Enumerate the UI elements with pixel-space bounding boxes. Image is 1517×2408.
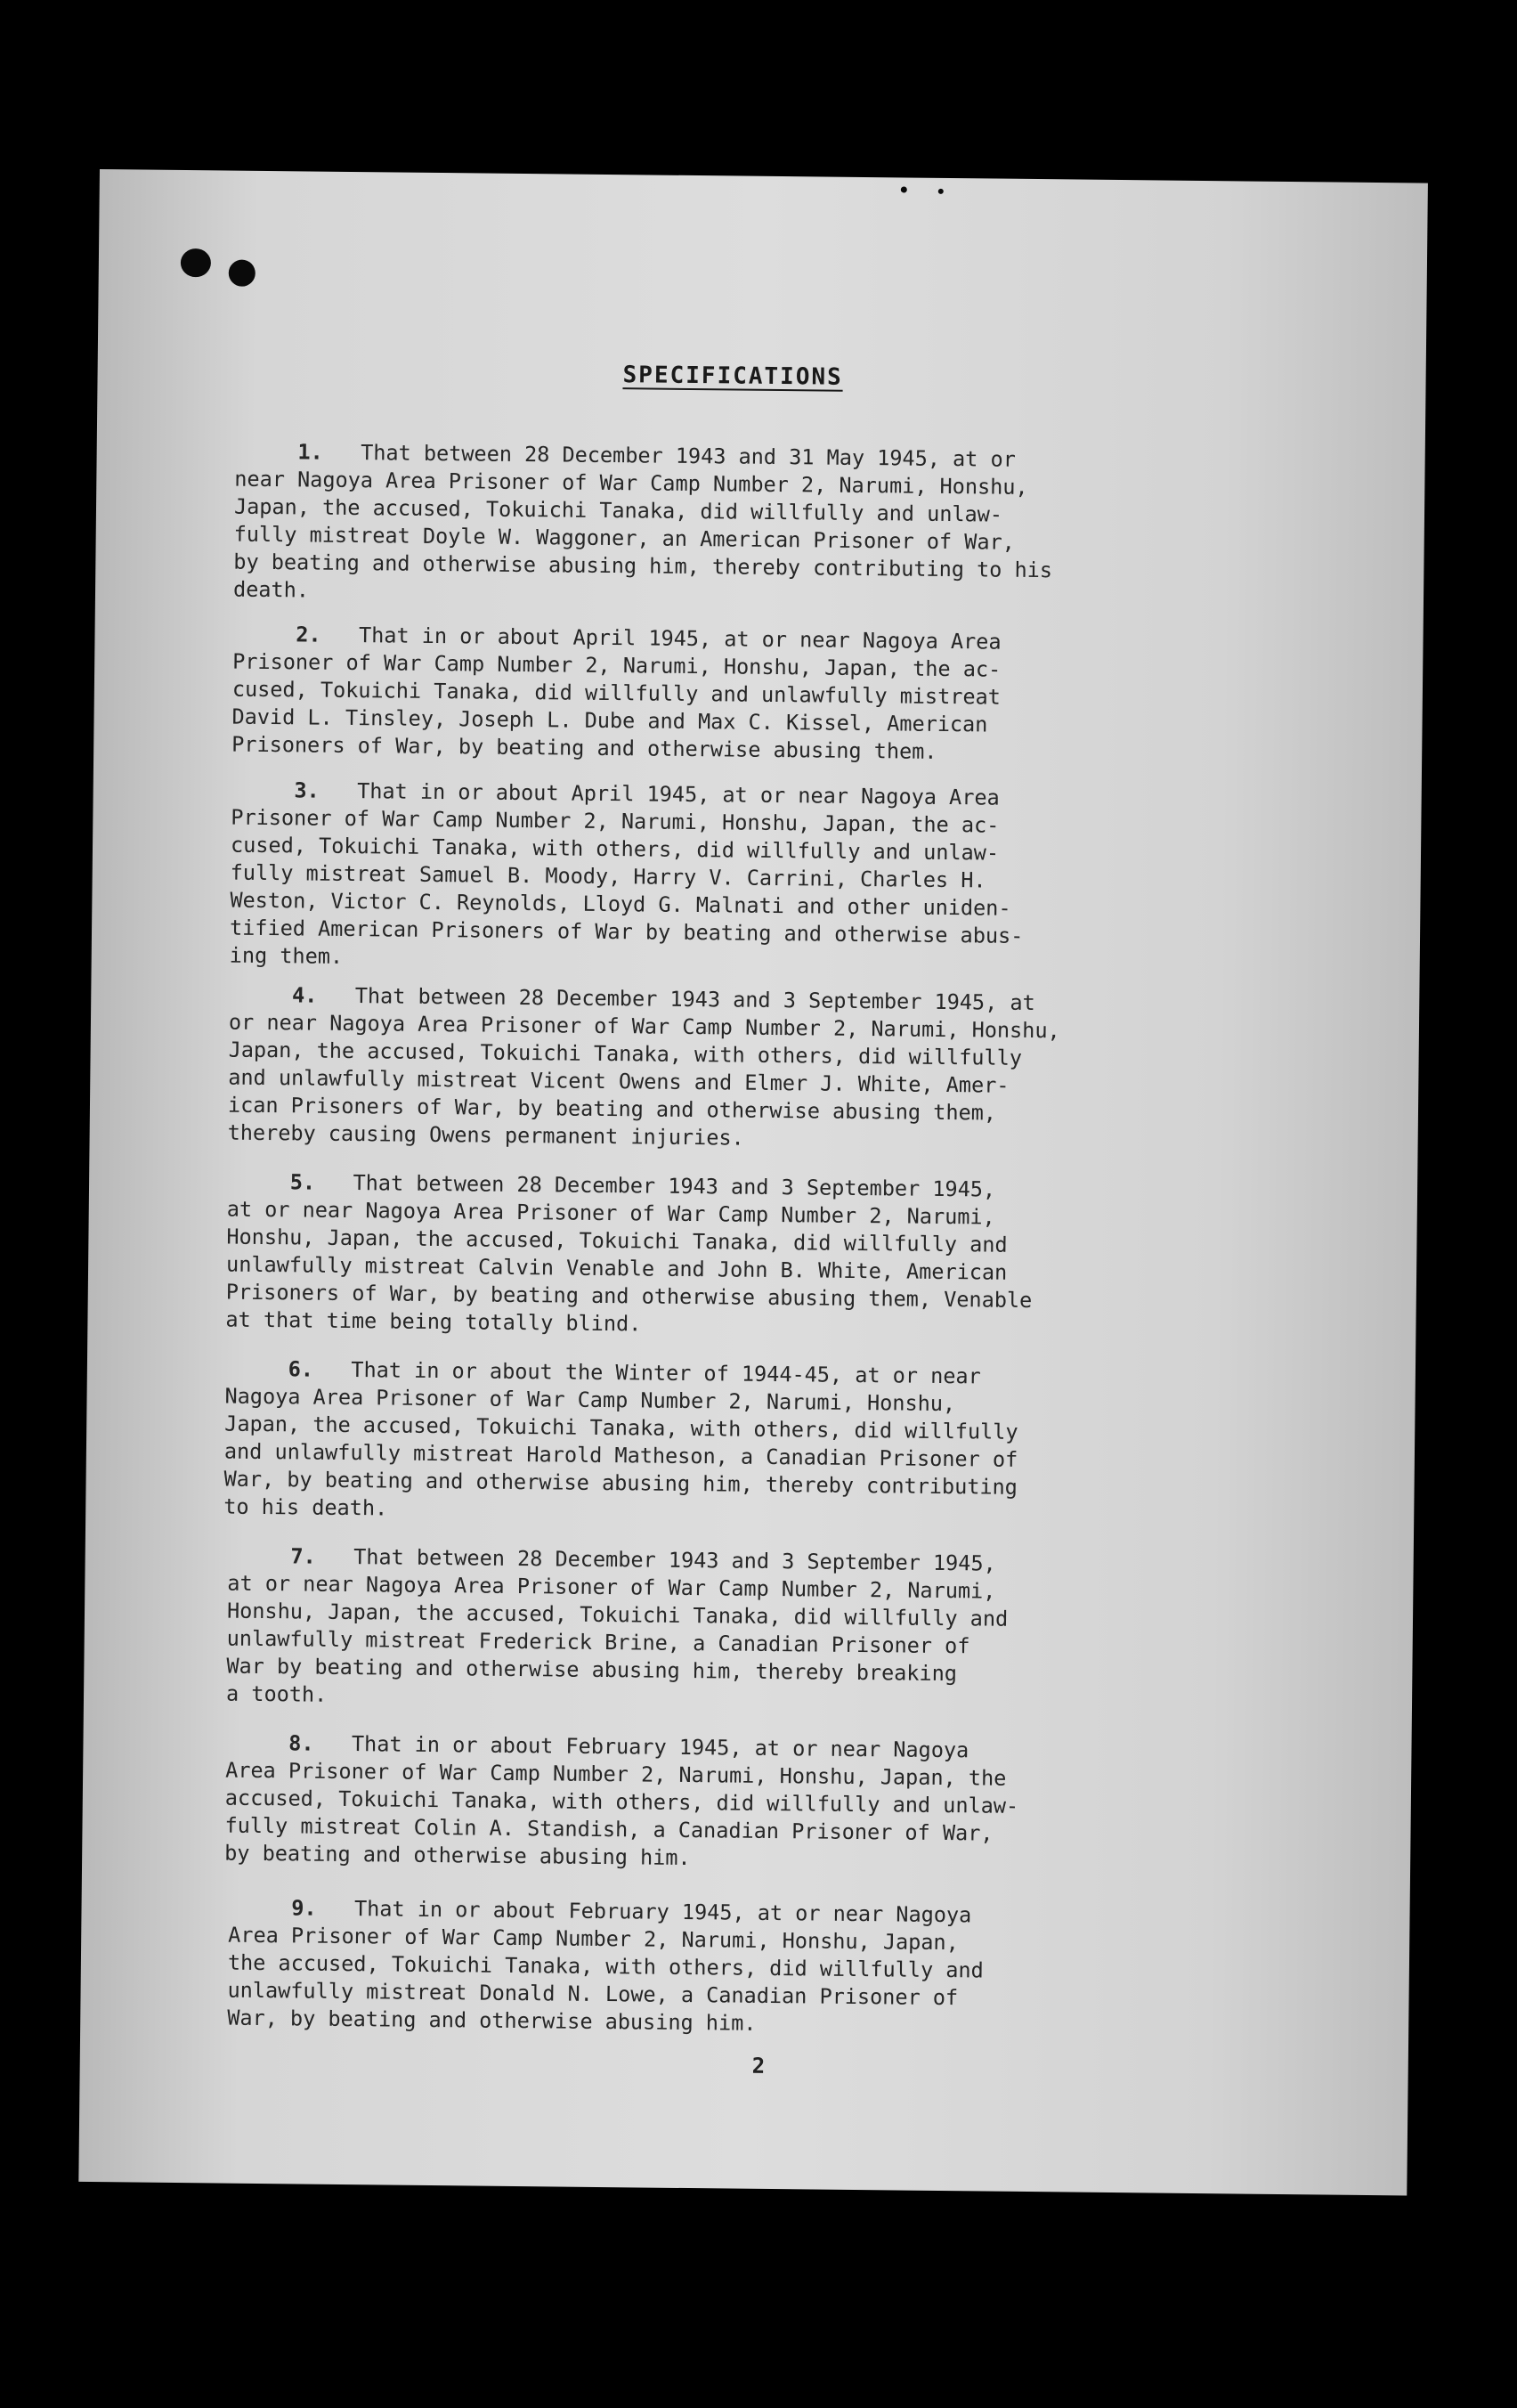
- specification-line: Japan, the accused, Tokuichi Tanaka, did willfully and unlaw-: [233, 493, 1003, 527]
- specification-paragraph: [225, 1168, 1313, 1346]
- specification-line: Prisoners of War, by beating and otherwise abusing them.: [231, 731, 937, 764]
- specification-line: the accused, Tokuichi Tanaka, with others, did willfully and: [227, 1949, 984, 1983]
- indent: [228, 1543, 291, 1569]
- specification-text: That in or about February 1945, at or near Nagoya: [316, 1895, 972, 1928]
- indent: [225, 1356, 288, 1382]
- specification-paragraph: [226, 1542, 1314, 1720]
- specification-line: War by beating and otherwise abusing him, thereby breaking: [226, 1653, 958, 1687]
- specification-line: tified American Prisoners of War by beating and otherwise abus-: [229, 915, 1024, 948]
- specification-line: ican Prisoners of War, by beating and otherwise abusing them,: [227, 1092, 997, 1126]
- specification-line: and unlawfully mistreat Vicent Owens and Elmer J. White, Amer-: [228, 1064, 1010, 1098]
- specification-line: unlawfully mistreat Calvin Venable and John B. White, American: [225, 1251, 1008, 1285]
- specification-paragraph: [227, 1894, 1315, 2044]
- specification-line: War, by beating and otherwise abusing him.: [227, 2005, 757, 2036]
- specification-line: Nagoya Area Prisoner of War Camp Number 2, Narumi, Honshu,: [224, 1383, 956, 1417]
- indent: [232, 622, 296, 647]
- specification-line: fully mistreat Doyle W. Waggoner, an American Prisoner of War,: [233, 521, 1016, 555]
- specification-line: Honshu, Japan, the accused, Tokuichi Tanaka, did willfully and: [226, 1598, 1009, 1631]
- speck-mark: [901, 186, 907, 192]
- indent: [231, 777, 295, 803]
- specification-number: 2.: [296, 622, 321, 647]
- punch-hole-right: [229, 260, 256, 287]
- specification-line: Weston, Victor C. Reynolds, Lloyd G. Malnati and other uniden-: [230, 887, 1011, 921]
- specification-text: That between 28 December 1943 and 3 September 1945, at: [317, 982, 1035, 1016]
- specification-number: 7.: [290, 1543, 316, 1569]
- specification-text: That between 28 December 1943 and 31 May 1945, at or: [322, 439, 1016, 472]
- specification-text: That in or about the Winter of 1944-45, at or near: [312, 1356, 981, 1389]
- specification-line: cused, Tokuichi Tanaka, did willfully and unlawfully mistreat: [231, 676, 1002, 710]
- page-number: 2: [751, 2053, 766, 2079]
- speck-mark: [938, 189, 944, 194]
- punch-hole-left: [181, 248, 211, 277]
- specification-line: Prisoners of War, by beating and otherwise abusing them, Venable: [225, 1279, 1033, 1314]
- indent: [228, 1895, 291, 1921]
- specification-number: 3.: [294, 777, 320, 803]
- specification-line: death.: [232, 576, 310, 603]
- specification-paragraph: [233, 438, 1321, 615]
- document-heading: SPECIFICATIONS: [622, 362, 843, 391]
- specification-line: by beating and otherwise abusing him, thereby contributing to his: [233, 549, 1053, 583]
- specification-line: fully mistreat Colin A. Standish, a Canadian Prisoner of War,: [224, 1812, 994, 1846]
- specification-paragraph: [224, 1729, 1312, 1879]
- specification-line: unlawfully mistreat Donald N. Lowe, a Canadian Prisoner of: [227, 1977, 959, 2011]
- specification-line: Prisoner of War Camp Number 2, Narumi, Honshu, Japan, the ac-: [232, 648, 1002, 682]
- specification-line: thereby causing Owens permanent injuries.: [227, 1119, 744, 1151]
- specification-text: That in or about April 1945, at or near Nagoya Area: [320, 622, 1002, 655]
- indent: [225, 1730, 288, 1756]
- specification-line: Prisoner of War Camp Number 2, Narumi, Honshu, Japan, the ac-: [231, 804, 1000, 838]
- specification-line: Honshu, Japan, the accused, Tokuichi Tanaka, did willfully and: [226, 1224, 1008, 1257]
- specification-text: That in or about April 1945, at or near Nagoya Area: [319, 777, 1000, 810]
- specification-line: ing them.: [229, 942, 344, 969]
- specification-line: at or near Nagoya Area Prisoner of War Camp Number 2, Narumi,: [227, 1570, 996, 1604]
- specification-line: Japan, the accused, Tokuichi Tanaka, with others, did willfully: [224, 1411, 1018, 1444]
- specification-line: near Nagoya Area Prisoner of War Camp Number 2, Narumi, Honshu,: [234, 466, 1028, 500]
- specification-line: David L. Tinsley, Joseph L. Dube and Max C. Kissel, American: [231, 704, 988, 737]
- specification-line: Japan, the accused, Tokuichi Tanaka, with others, did willfully: [228, 1037, 1023, 1070]
- specification-line: cused, Tokuichi Tanaka, with others, did willfully and unlaw-: [230, 832, 1000, 866]
- indent: [227, 1169, 290, 1195]
- specification-text: That between 28 December 1943 and 3 September 1945,: [315, 1543, 996, 1576]
- specification-number: 9.: [291, 1895, 317, 1921]
- specification-line: unlawfully mistreat Frederick Brine, a Canadian Prisoner of: [226, 1625, 970, 1659]
- specification-line: fully mistreat Samuel B. Moody, Harry V. Carrini, Charles H.: [230, 859, 986, 893]
- specification-paragraph: [230, 777, 1318, 981]
- specification-line: or near Nagoya Area Prisoner of War Camp Number 2, Narumi, Honshu,: [228, 1009, 1060, 1044]
- specification-line: at or near Nagoya Area Prisoner of War Camp Number 2, Narumi,: [226, 1196, 995, 1230]
- specification-paragraph: [228, 981, 1316, 1159]
- specification-line: accused, Tokuichi Tanaka, with others, did willfully and unlaw-: [224, 1785, 1019, 1818]
- specification-line: at that time being totally blind.: [225, 1306, 642, 1337]
- indent: [235, 439, 298, 465]
- specification-number: 5.: [289, 1169, 316, 1195]
- specification-text: That between 28 December 1943 and 3 September 1945,: [315, 1169, 996, 1202]
- specification-number: 8.: [288, 1730, 314, 1756]
- specification-number: 6.: [288, 1356, 314, 1382]
- document-page: [78, 169, 1428, 2196]
- specification-text: That in or about February 1945, at or near Nagoya: [313, 1730, 969, 1763]
- specification-line: a tooth.: [225, 1680, 328, 1707]
- specification-number: 1.: [297, 439, 323, 465]
- indent: [229, 982, 292, 1008]
- specification-line: by beating and otherwise abusing him.: [224, 1840, 691, 1871]
- specification-line: War, by beating and otherwise abusing him, thereby contributing: [223, 1466, 1018, 1500]
- specification-paragraph: [223, 1355, 1311, 1533]
- specification-line: to his death.: [223, 1493, 388, 1521]
- specification-line: Area Prisoner of War Camp Number 2, Narumi, Honshu, Japan,: [228, 1922, 959, 1956]
- specification-number: 4.: [291, 982, 318, 1008]
- specification-line: and unlawfully mistreat Harold Matheson, a Canadian Prisoner of: [223, 1438, 1018, 1472]
- specification-paragraph: [231, 621, 1319, 770]
- specification-line: Area Prisoner of War Camp Number 2, Narumi, Honshu, Japan, the: [225, 1757, 1007, 1791]
